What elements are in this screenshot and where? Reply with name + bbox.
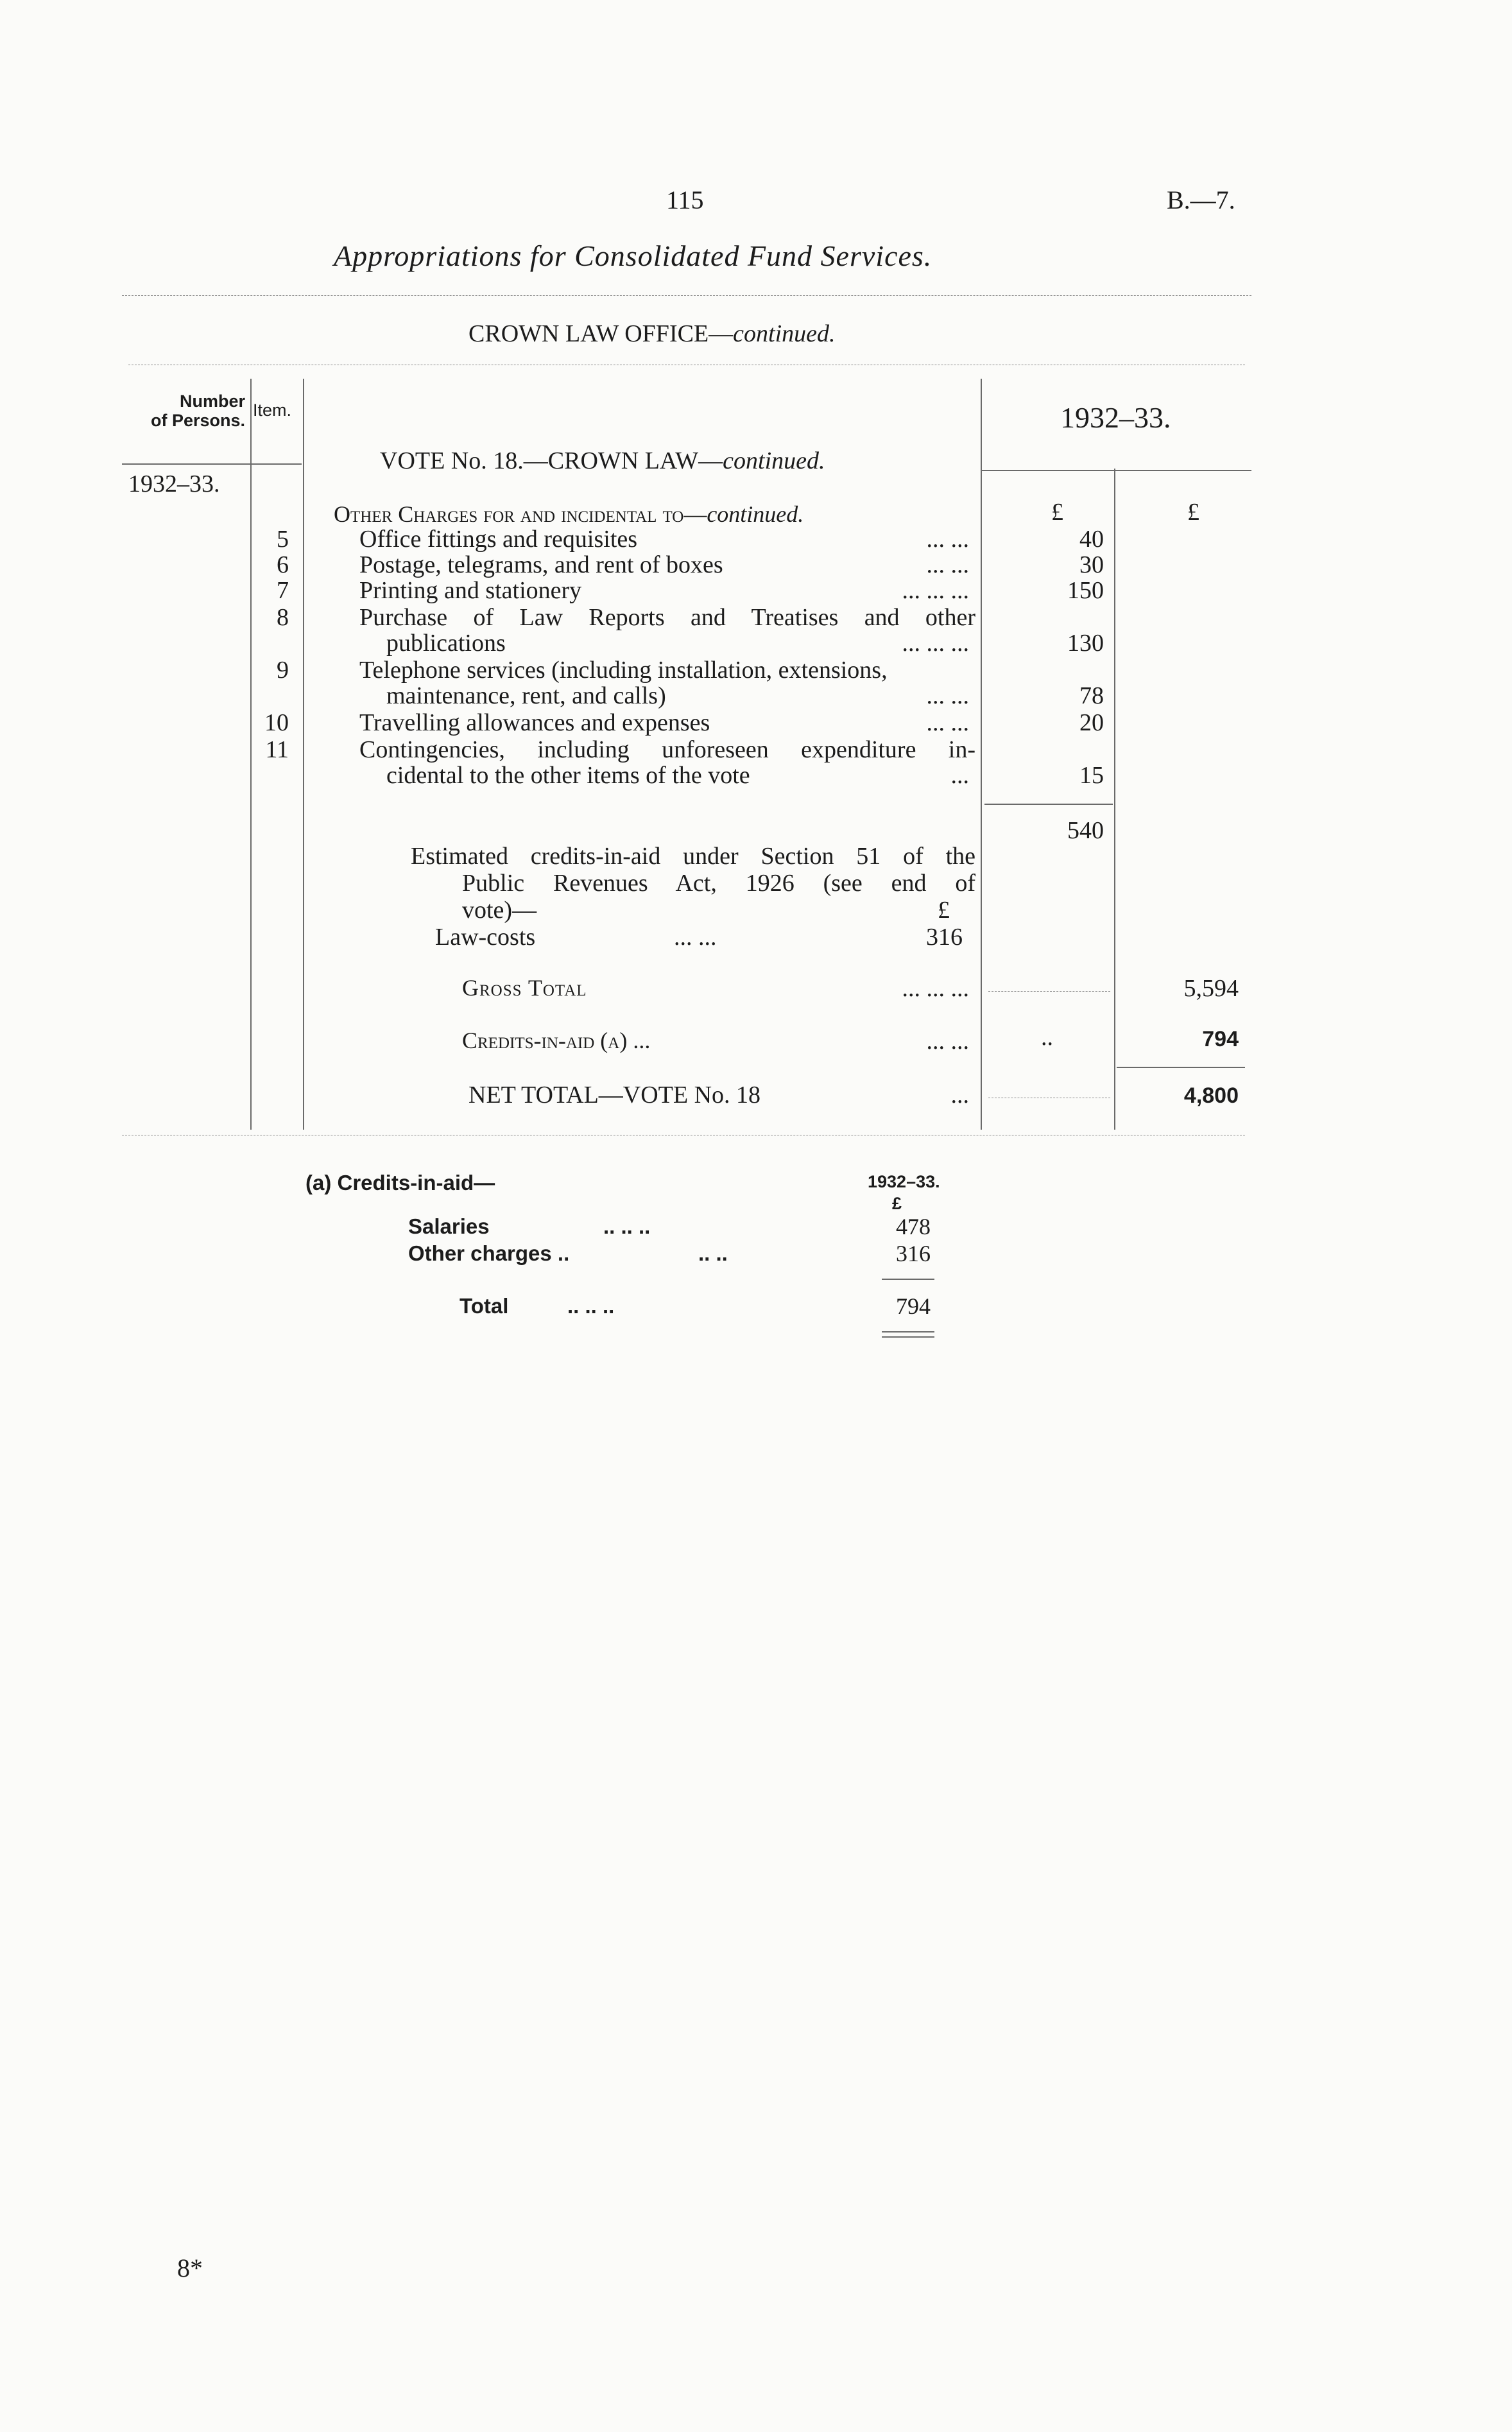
item-number-11: 11 <box>265 736 289 763</box>
footnote-total-amount: 794 <box>896 1293 931 1319</box>
item-desc-9-line1: Telephone services (including installation, extensions, <box>359 657 888 684</box>
item-dots-5: ... ... <box>926 526 969 553</box>
item-column-divider <box>303 379 304 1130</box>
vote-title: VOTE No. 18.—CROWN LAW—continued. <box>380 447 825 474</box>
credits-in-aid-amount: 794 <box>1202 1027 1239 1051</box>
credits-note-currency: £ <box>938 897 950 924</box>
footnote-total-label: Total <box>460 1294 509 1318</box>
page-heading: Appropriations for Consolidated Fund Services. <box>334 239 932 272</box>
footnote-double-rule-1 <box>882 1331 934 1332</box>
footer-signature-mark: 8* <box>177 2254 203 2282</box>
item-desc-11-line2: cidental to the other items of the vote <box>386 762 750 789</box>
item-amount-8: 130 <box>1067 630 1104 657</box>
gross-total-label: Gross Total <box>462 975 587 1001</box>
item-number-5: 5 <box>277 526 289 553</box>
credits-in-aid-dots: ... ... <box>926 1028 969 1055</box>
item-number-6: 6 <box>277 551 289 578</box>
item-amount-9: 78 <box>1079 682 1104 709</box>
footnote-total-rule <box>882 1279 934 1280</box>
law-costs-amount: 316 <box>926 924 963 951</box>
item-desc-9-line2: maintenance, rent, and calls) <box>386 682 666 709</box>
header-item: Item. <box>253 401 292 420</box>
footnote-salaries-label: Salaries <box>408 1214 490 1238</box>
subtotal-amount: 540 <box>1067 817 1104 844</box>
persons-year: 1932–33. <box>128 470 220 497</box>
credits-note-line2: Public Revenues Act, 1926 (see end of <box>462 870 975 897</box>
item-number-9: 9 <box>277 657 289 684</box>
footnote-year: 1932–33. <box>868 1172 940 1191</box>
item-desc-7: Printing and stationery <box>359 577 582 604</box>
law-costs-dots: ... ... <box>674 924 717 951</box>
item-desc-8-line2: publications <box>386 630 506 657</box>
net-total-label: NET TOTAL—VOTE No. 18 <box>468 1082 761 1108</box>
footnote-other-dots: .. .. <box>698 1241 728 1265</box>
heading-rule <box>122 295 1251 296</box>
footnote-salaries-dots: .. .. .. <box>603 1214 651 1238</box>
office-title: CROWN LAW OFFICE—continued. <box>468 320 836 347</box>
gross-dash <box>988 991 1110 992</box>
footnote-salaries-amount: 478 <box>896 1214 931 1239</box>
net-total-rule <box>1117 1067 1245 1068</box>
header-year: 1932–33. <box>1060 401 1171 434</box>
gross-total-dots: ... ... ... <box>902 975 969 1002</box>
item-amount-10: 20 <box>1079 709 1104 736</box>
law-costs-label: Law-costs <box>435 924 536 951</box>
item-amount-5: 40 <box>1079 526 1104 553</box>
credits-note-line3: vote)— <box>462 897 537 924</box>
header-rule-right <box>982 470 1251 471</box>
item-amount-11: 15 <box>1079 762 1104 789</box>
header-persons: Number of Persons. <box>150 392 245 430</box>
footnote-double-rule-2 <box>882 1336 934 1338</box>
footnote-total-dots: .. .. .. <box>567 1294 615 1318</box>
item-desc-6: Postage, telegrams, and rent of boxes <box>359 551 723 578</box>
currency-col2: £ <box>1187 499 1199 526</box>
item-number-7: 7 <box>277 577 289 604</box>
item-amount-7: 150 <box>1067 577 1104 604</box>
item-amount-6: 30 <box>1079 551 1104 578</box>
footnote-currency: £ <box>892 1194 902 1213</box>
footnote-other-label: Other charges .. <box>408 1241 570 1265</box>
credits-in-aid-label: Credits-in-aid (a) ... <box>462 1028 651 1053</box>
item-dots-10: ... ... <box>926 709 969 736</box>
item-desc-10: Travelling allowances and expenses <box>359 709 710 736</box>
item-dots-6: ... ... <box>926 551 969 578</box>
net-total-amount: 4,800 <box>1183 1083 1239 1108</box>
item-number-8: 8 <box>277 604 289 631</box>
item-dots-11: ... <box>950 762 969 789</box>
footnote-title: (a) Credits-in-aid— <box>305 1171 495 1194</box>
credits-in-aid-mid: .. <box>1041 1024 1053 1051</box>
item-dots-8: ... ... ... <box>902 630 969 657</box>
item-dots-9: ... ... <box>926 682 969 709</box>
footnote-other-amount: 316 <box>896 1241 931 1266</box>
currency-col1: £ <box>1051 499 1063 526</box>
item-dots-7: ... ... ... <box>902 577 969 604</box>
item-desc-11-line1: Contingencies, including unforeseen expenditure in- <box>359 736 975 763</box>
page-number: 115 <box>666 185 704 214</box>
credits-note-line1: Estimated credits-in-aid under Section 51 of the <box>411 843 975 870</box>
amount-column-divider <box>981 379 982 1130</box>
item-desc-5: Office fittings and requisites <box>359 526 638 553</box>
item-number-10: 10 <box>264 709 289 736</box>
gross-total-amount: 5,594 <box>1183 975 1239 1002</box>
item-desc-8-line1: Purchase of Law Reports and Treatises and other <box>359 604 975 631</box>
subtotal-rule <box>984 804 1113 805</box>
persons-column-divider <box>250 379 252 1130</box>
page-reference: B.—7. <box>1167 185 1235 214</box>
section-title: Other Charges for and incidental to—continued. <box>334 501 804 527</box>
net-total-dots: ... <box>950 1082 969 1108</box>
pound-column-divider <box>1114 469 1115 1130</box>
header-rule-left <box>122 463 302 465</box>
